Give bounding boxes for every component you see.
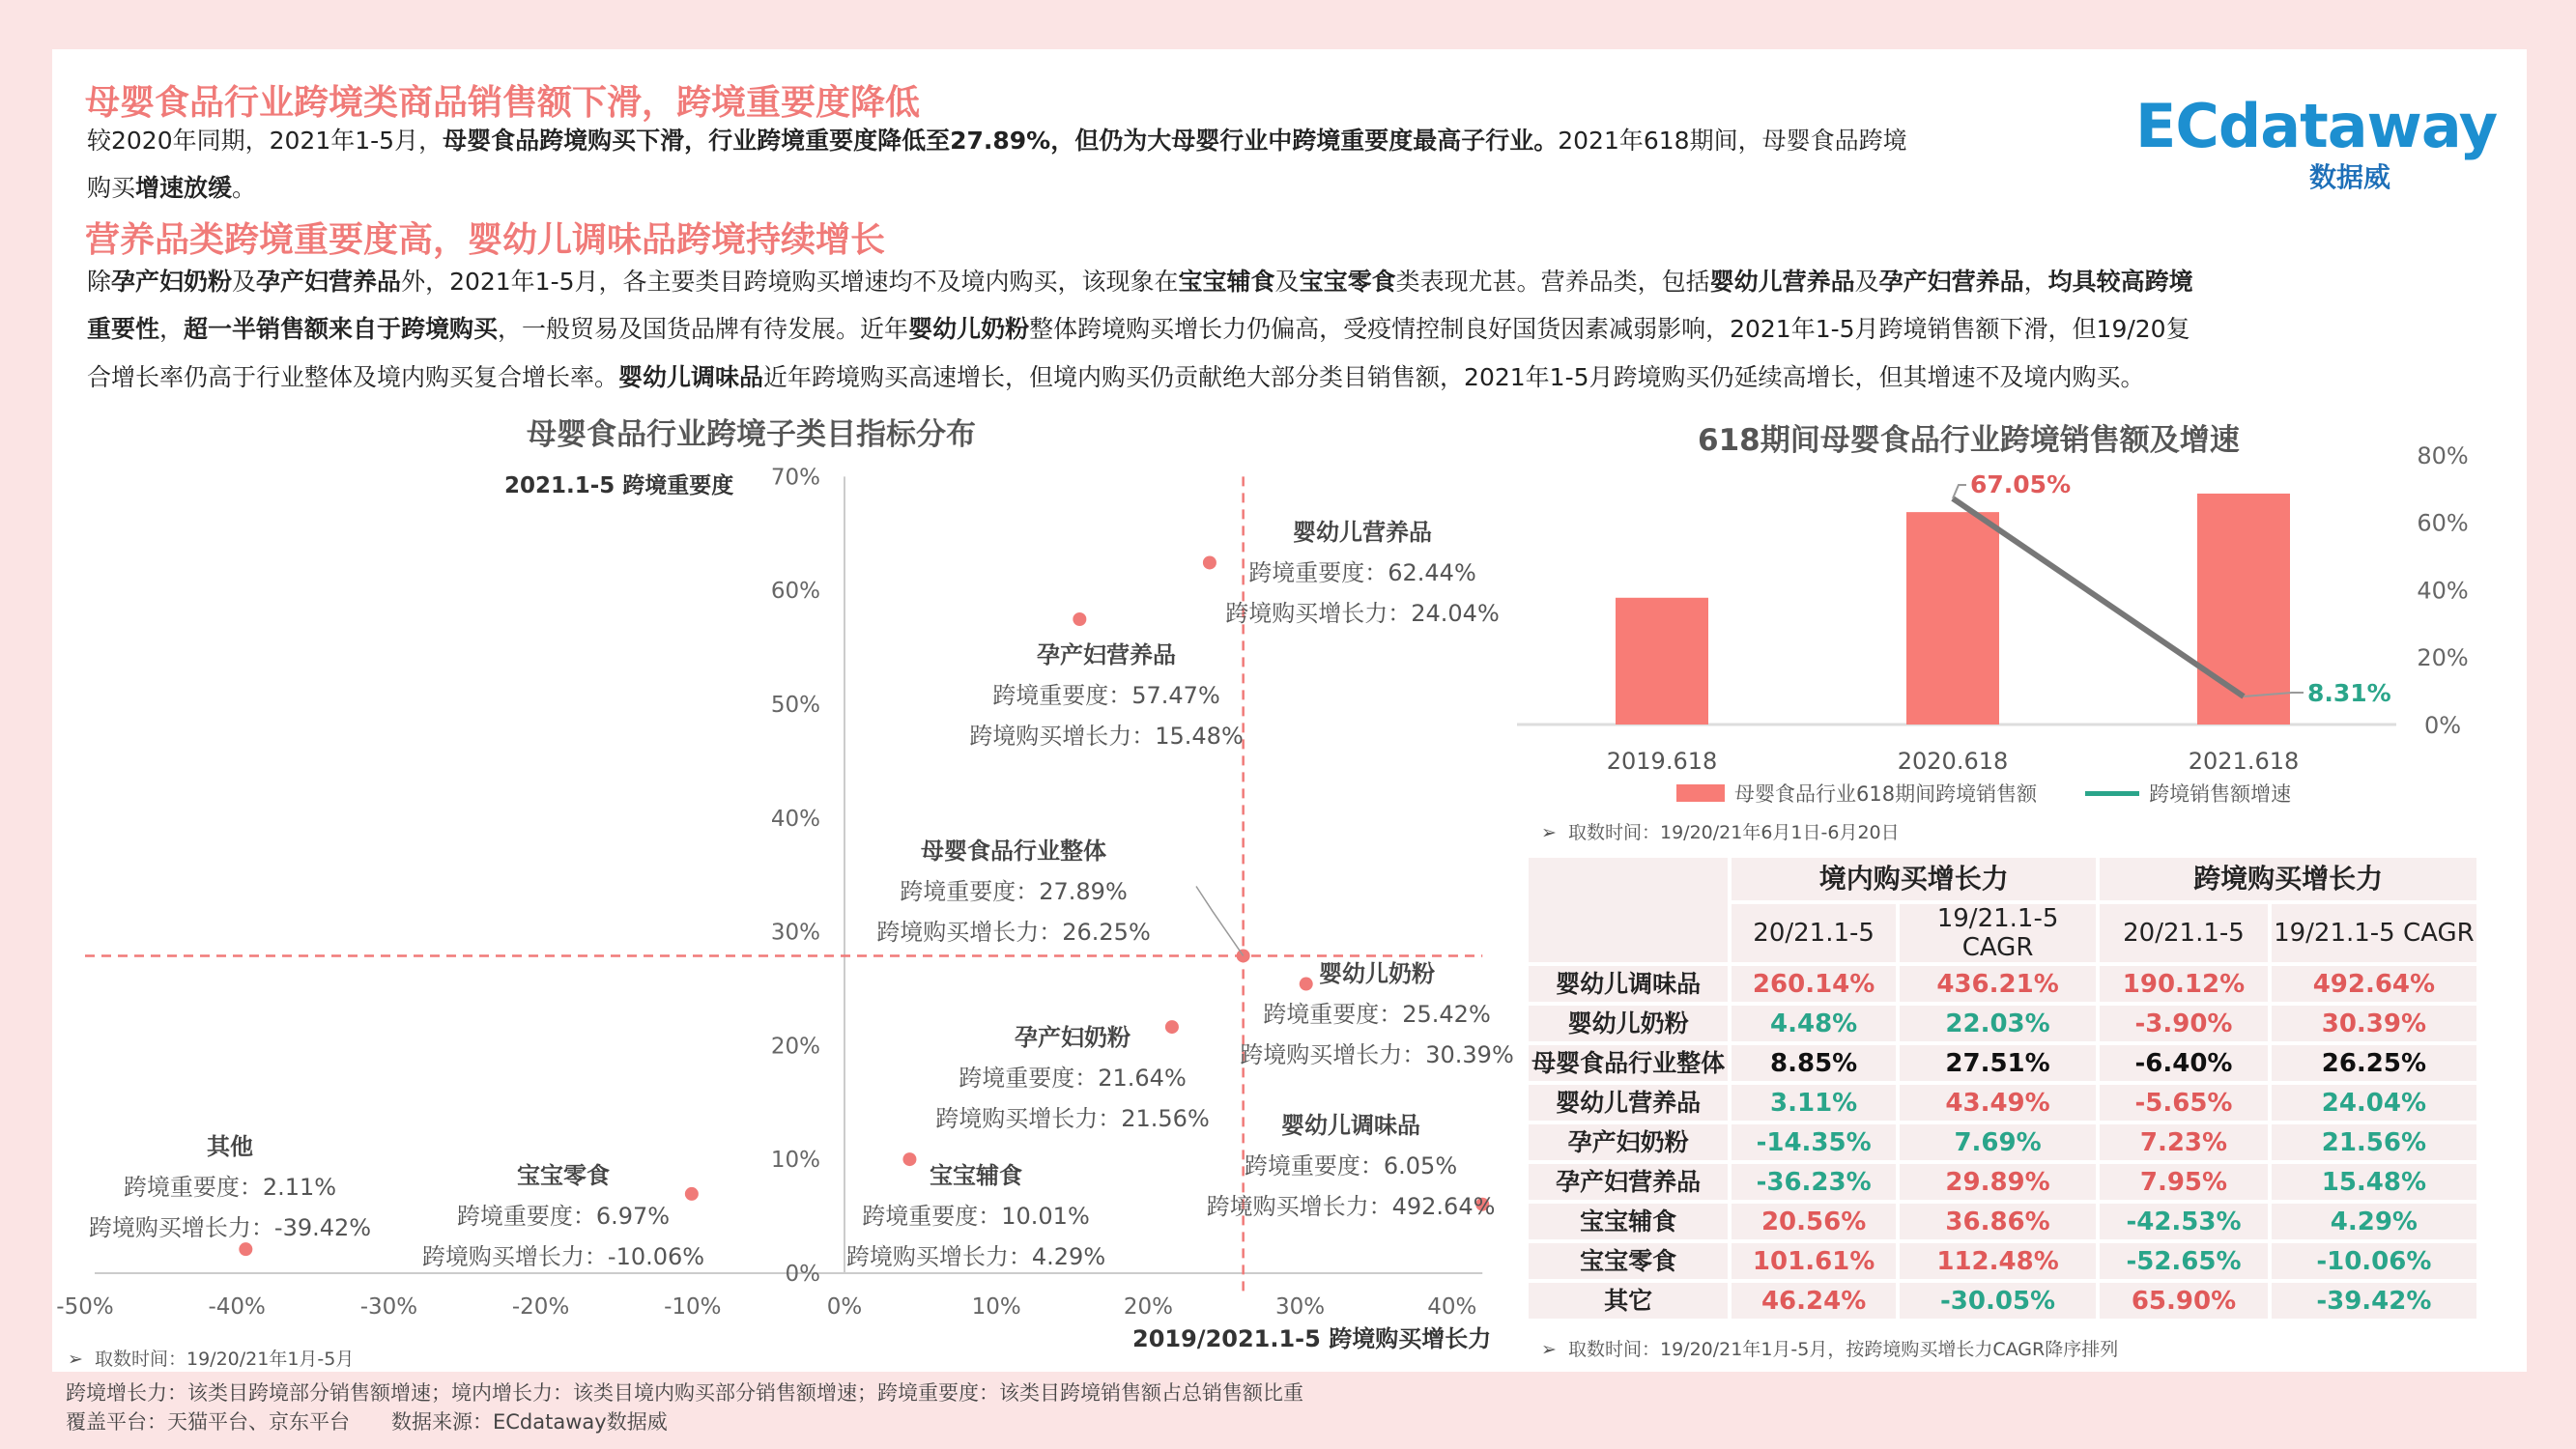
point-name: 孕产妇奶粉 <box>1014 1024 1131 1051</box>
body-text: 合增长率仍高于行业整体及境内购买复合增长率。 <box>87 363 619 391</box>
growth-value: 492.64% <box>1391 1193 1496 1220</box>
x-tick-label: -30% <box>359 1294 418 1320</box>
scatter-title: 母婴食品行业跨境子类目指标分布 <box>527 417 976 452</box>
table-row <box>1529 966 2476 1002</box>
logo-brand: ECdataway <box>2135 91 2498 161</box>
bar-legend <box>1676 779 2291 808</box>
y2-tick-label: 40% <box>2417 577 2469 605</box>
growth-label: 跨境购买增长力： <box>969 723 1156 750</box>
table-cell: 7.23% <box>2100 1124 2268 1160</box>
growth-label: 跨境购买增长力： <box>1225 600 1412 627</box>
importance-value: 6.05% <box>1383 1152 1458 1179</box>
legend-bar-swatch <box>1676 784 1725 802</box>
body-text: 及 <box>1274 268 1300 296</box>
x-tick-label: 0% <box>826 1294 863 1320</box>
table-cell: 112.48% <box>1900 1243 2096 1279</box>
table-cell: -36.23% <box>1732 1164 1896 1200</box>
x-category-label: 2019.618 <box>1606 748 1718 775</box>
body-text: ， <box>2023 268 2048 296</box>
table-cell: 101.61% <box>1732 1243 1896 1279</box>
section1-title: 母婴食品行业跨境类商品销售额下滑，跨境重要度降低 <box>85 83 921 123</box>
importance-value: 2.11% <box>262 1174 337 1201</box>
body-text: 2021年618期间，母婴食品跨境 <box>1558 127 1907 155</box>
growth-value: -39.42% <box>273 1214 372 1241</box>
point-name: 婴幼儿调味品 <box>1281 1112 1420 1139</box>
growth-table <box>1525 854 2480 1322</box>
y-tick-label: 10% <box>770 1148 820 1174</box>
body-text: ， <box>159 315 185 343</box>
importance-label: 跨境重要度： <box>123 1174 263 1201</box>
table-cell: -39.42% <box>2272 1283 2476 1319</box>
emphasis-text: 宝宝辅食 <box>1178 268 1275 296</box>
table-cell: 15.48% <box>2272 1164 2476 1200</box>
bar-note: ➢ 取数时间：19/20/21年6月1日-6月20日 <box>1541 822 1900 843</box>
emphasis-text: 超一半销售额来自于跨境购买 <box>184 315 499 343</box>
legend-bar-label: 母婴食品行业618期间跨境销售额 <box>1734 782 2038 806</box>
table-cell: 43.49% <box>1900 1085 2096 1121</box>
growth-label: 跨境购买增长力： <box>421 1243 608 1270</box>
body-text: 类表现尤甚。营养品类，包括 <box>1395 268 1710 296</box>
importance-value: 57.47% <box>1131 682 1220 709</box>
row-label: 婴幼儿奶粉 <box>1529 1006 1728 1041</box>
growth-value: 24.04% <box>1411 600 1500 627</box>
table-cell: 22.03% <box>1900 1006 2096 1041</box>
importance-value: 27.89% <box>1039 878 1128 905</box>
legend-line-label: 跨境销售额增速 <box>2149 782 2292 806</box>
table-cell: 36.86% <box>1900 1204 2096 1239</box>
table-cell: 20.56% <box>1732 1204 1896 1239</box>
importance-label: 跨境重要度： <box>1244 1152 1384 1179</box>
row-label: 孕产妇奶粉 <box>1529 1124 1728 1160</box>
y-tick-label: 60% <box>770 579 820 605</box>
subheader: 19/21.1-5 CAGR <box>2272 904 2476 962</box>
x-tick-label: -10% <box>664 1294 722 1320</box>
y-tick-label: 0% <box>785 1262 820 1287</box>
bar-title: 618期间母婴食品行业跨境销售额及增速 <box>1698 423 2240 458</box>
growth-label: 跨境购买增长力： <box>935 1105 1122 1132</box>
importance-label: 跨境重要度： <box>1248 559 1388 586</box>
y-tick-label: 30% <box>770 920 820 946</box>
body-text: 及 <box>1854 268 1879 296</box>
table-cell: 24.04% <box>2272 1085 2476 1121</box>
table-row <box>1529 1243 2476 1279</box>
x-tick-label: -50% <box>56 1294 114 1320</box>
logo-cn: 数据威 <box>2309 161 2391 193</box>
emphasis-text: 婴幼儿营养品 <box>1709 268 1855 296</box>
table-cell: 260.14% <box>1732 966 1896 1002</box>
point-name: 婴幼儿奶粉 <box>1318 960 1435 987</box>
table-row <box>1529 1164 2476 1200</box>
growth-value: -10.06% <box>607 1243 705 1270</box>
table-cell: 4.48% <box>1732 1006 1896 1041</box>
table-cell: 436.21% <box>1900 966 2096 1002</box>
importance-label: 跨境重要度： <box>900 878 1040 905</box>
point-name: 其他 <box>206 1133 253 1160</box>
table-cell: 7.69% <box>1900 1124 2096 1160</box>
x-category-label: 2021.618 <box>2188 748 2300 775</box>
importance-value: 25.42% <box>1402 1001 1491 1028</box>
footer-source: 数据来源：ECdataway数据威 <box>391 1410 668 1434</box>
table-row <box>1529 1085 2476 1121</box>
body-text: 近年跨境购买高速增长，但境内购买仍贡献绝大部分类目销售额，2021年1-5月跨境购买仍延续高增长，但其增速不及境内购买。 <box>763 363 2145 391</box>
row-label: 母婴食品行业整体 <box>1529 1045 1728 1081</box>
y-tick-label: 70% <box>770 465 820 491</box>
row-label: 婴幼儿调味品 <box>1529 966 1728 1002</box>
section2-title: 营养品类跨境重要度高，婴幼儿调味品跨境持续增长 <box>85 220 886 260</box>
table-cell: 21.56% <box>2272 1124 2476 1160</box>
growth-data-label: 67.05% <box>1970 469 2072 498</box>
growth-value: 21.56% <box>1121 1105 1210 1132</box>
table-cell: -30.05% <box>1900 1283 2096 1319</box>
growth-label: 跨境购买增长力： <box>88 1214 274 1241</box>
bar <box>1616 598 1708 724</box>
table-cell: 29.89% <box>1900 1164 2096 1200</box>
table-cell: -14.35% <box>1732 1124 1896 1160</box>
table-note-text: 取数时间：19/20/21年1月-5月，按跨境购买增长力CAGR降序排列 <box>1568 1339 2119 1360</box>
scatter-note-text: 取数时间：19/20/21年1月-5月 <box>95 1349 355 1370</box>
importance-label: 跨境重要度： <box>959 1065 1099 1092</box>
body-text: 。 <box>232 174 257 202</box>
importance-value: 6.97% <box>595 1203 671 1230</box>
emphasis-text: 孕产妇营养品 <box>1878 268 2024 296</box>
footer-definitions: 跨境增长力：该类目跨境部分销售额增速；境内增长力：该类目境内购买部分销售额增速；跨境重要度：该类目跨境销售额占总销售额比重 <box>66 1381 1303 1405</box>
y2-tick-label: 60% <box>2417 509 2469 537</box>
table-note: ➢ 取数时间：19/20/21年1月-5月，按跨境购买增长力CAGR降序排列 <box>1541 1339 2119 1360</box>
table-cell: 190.12% <box>2100 966 2268 1002</box>
row-label: 宝宝辅食 <box>1529 1204 1728 1239</box>
importance-label: 跨境重要度： <box>992 682 1132 709</box>
table-cell: -6.40% <box>2100 1045 2268 1081</box>
table-row <box>1529 1204 2476 1239</box>
table-cell: -42.53% <box>2100 1204 2268 1239</box>
bar <box>1906 512 1999 724</box>
subheader: 20/21.1-5 <box>2100 904 2268 962</box>
growth-label: 跨境购买增长力： <box>1206 1193 1392 1220</box>
y2-tick-label: 0% <box>2423 712 2462 739</box>
table-corner <box>1529 858 1728 962</box>
subheader: 19/21.1-5 CAGR <box>1900 904 2096 962</box>
x-tick-label: -40% <box>208 1294 266 1320</box>
table-row <box>1529 1006 2476 1041</box>
table-cell: -52.65% <box>2100 1243 2268 1279</box>
point-name: 母婴食品行业整体 <box>920 838 1106 865</box>
body-text: 除 <box>87 268 112 296</box>
table-cell: 8.85% <box>1732 1045 1896 1081</box>
importance-label: 跨境重要度： <box>862 1203 1002 1230</box>
table-cell: 65.90% <box>2100 1283 2268 1319</box>
x-category-label: 2020.618 <box>1897 748 2009 775</box>
x-tick-label: 30% <box>1275 1294 1326 1320</box>
body-text: 较2020年同期，2021年1-5月， <box>87 127 444 155</box>
growth-value: 26.25% <box>1062 919 1151 946</box>
table-cell: 27.51% <box>1900 1045 2096 1081</box>
body-text: 购买 <box>87 174 136 202</box>
table-cell: 26.25% <box>2272 1045 2476 1081</box>
table-cell: 7.95% <box>2100 1164 2268 1200</box>
bar-note-text: 取数时间：19/20/21年6月1日-6月20日 <box>1568 822 1900 843</box>
point-name: 婴幼儿营养品 <box>1292 519 1432 546</box>
x-tick-label: 20% <box>1123 1294 1173 1320</box>
scatter-ylabel: 2021.1-5 跨境重要度 <box>504 473 734 498</box>
y2-tick-label: 20% <box>2417 644 2469 672</box>
point-name: 孕产妇营养品 <box>1036 641 1176 668</box>
point-name: 宝宝零食 <box>516 1162 610 1189</box>
group-domestic: 境内购买增长力 <box>1732 858 2096 900</box>
bar <box>2197 494 2290 724</box>
table-cell: -5.65% <box>2100 1085 2268 1121</box>
importance-value: 21.64% <box>1098 1065 1187 1092</box>
body-text: ，一般贸易及国货品牌有待发展。近年 <box>498 315 909 343</box>
table-cell: 492.64% <box>2272 966 2476 1002</box>
row-label: 孕产妇营养品 <box>1529 1164 1728 1200</box>
scatter-xlabel: 2019/2021.1-5 跨境购买增长力 <box>1132 1325 1492 1352</box>
emphasis-text: 重要性 <box>87 315 160 343</box>
emphasis-text: 孕产妇奶粉 <box>111 268 233 296</box>
legend-line-swatch <box>2085 791 2139 796</box>
growth-value: 4.29% <box>1031 1243 1106 1270</box>
table-row <box>1529 1124 2476 1160</box>
growth-data-label: 8.31% <box>2307 678 2391 707</box>
growth-value: 30.39% <box>1425 1041 1514 1068</box>
table-row <box>1529 1283 2476 1319</box>
body-text: 整体跨境购买增长力仍偏高，受疫情控制良好国货因素减弱影响，2021年1-5月跨境销售额下滑，但19/20复 <box>1029 315 2190 343</box>
table-cell: 3.11% <box>1732 1085 1896 1121</box>
growth-label: 跨境购买增长力： <box>845 1243 1032 1270</box>
table-cell: -3.90% <box>2100 1006 2268 1041</box>
emphasis-text: 均具较高跨境 <box>2047 268 2193 296</box>
y-tick-label: 20% <box>770 1034 820 1060</box>
row-label: 宝宝零食 <box>1529 1243 1728 1279</box>
emphasis-text: 宝宝零食 <box>1299 268 1396 296</box>
point-name: 宝宝辅食 <box>930 1162 1022 1189</box>
table-cell: 46.24% <box>1732 1283 1896 1319</box>
x-tick-label: 40% <box>1427 1294 1477 1320</box>
footer-platforms: 覆盖平台：天猫平台、京东平台 <box>66 1410 350 1434</box>
row-label: 其它 <box>1529 1283 1728 1319</box>
scatter-note: ➢ 取数时间：19/20/21年1月-5月 <box>68 1349 355 1370</box>
table-cell: -10.06% <box>2272 1243 2476 1279</box>
x-tick-label: -20% <box>511 1294 570 1320</box>
body-text: 外，2021年1-5月，各主要类目跨境购买增速均不及境内购买，该现象在 <box>401 268 1179 296</box>
body-text: 及 <box>232 268 257 296</box>
importance-label: 跨境重要度： <box>1263 1001 1403 1028</box>
y-tick-label: 50% <box>770 693 820 718</box>
table-cell: 4.29% <box>2272 1204 2476 1239</box>
importance-value: 62.44% <box>1388 559 1476 586</box>
row-label: 婴幼儿营养品 <box>1529 1085 1728 1121</box>
group-crossborder: 跨境购买增长力 <box>2100 858 2476 900</box>
subheader: 20/21.1-5 <box>1732 904 1896 962</box>
x-tick-label: 10% <box>971 1294 1021 1320</box>
emphasis-text: 母婴食品跨境购买下滑，行业跨境重要度降低至27.89%，但仍为大母婴行业中跨境重要度最高子行业。 <box>443 127 1559 155</box>
importance-value: 10.01% <box>1001 1203 1090 1230</box>
growth-label: 跨境购买增长力： <box>1240 1041 1426 1068</box>
emphasis-text: 婴幼儿调味品 <box>618 363 764 391</box>
table-cell: 30.39% <box>2272 1006 2476 1041</box>
emphasis-text: 增速放缓 <box>135 174 233 202</box>
growth-label: 跨境购买增长力： <box>876 919 1063 946</box>
emphasis-text: 婴幼儿奶粉 <box>908 315 1030 343</box>
importance-label: 跨境重要度： <box>456 1203 596 1230</box>
emphasis-text: 孕产妇营养品 <box>256 268 402 296</box>
y-tick-label: 40% <box>770 806 820 832</box>
table-row <box>1529 1045 2476 1081</box>
growth-value: 15.48% <box>1155 723 1244 750</box>
y2-tick-label: 80% <box>2417 441 2469 469</box>
